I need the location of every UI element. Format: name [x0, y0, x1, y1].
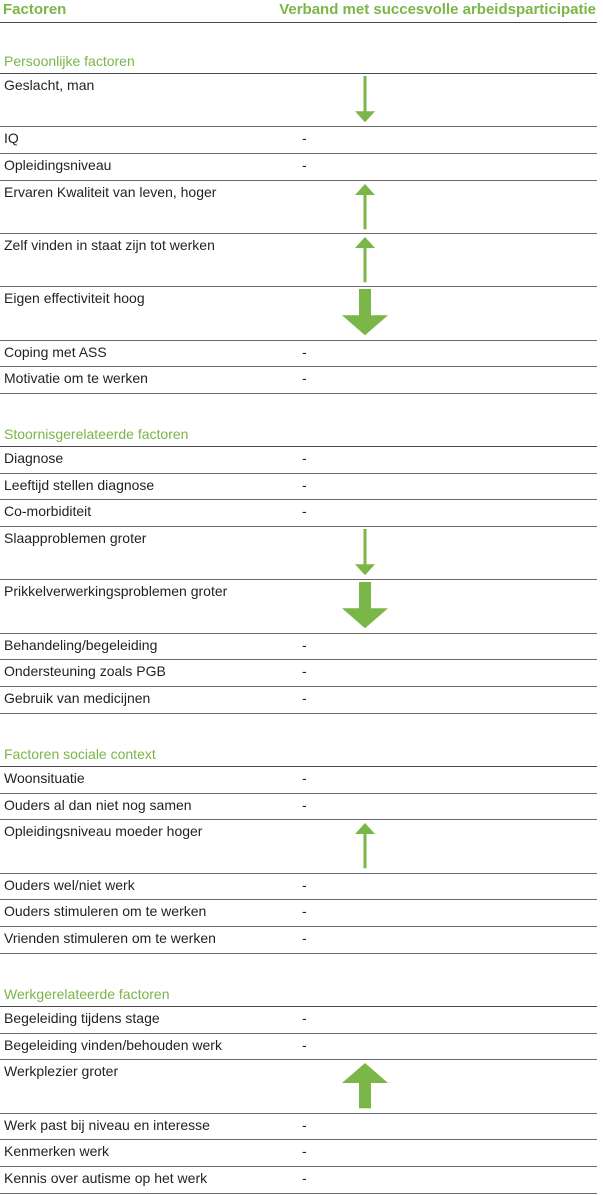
row-rule: [0, 286, 597, 287]
row-rule: [0, 126, 597, 127]
row-rule: [0, 366, 597, 367]
column-header-verband: Verband met succesvolle arbeidsparticipatie: [279, 1, 596, 18]
no-relation-dash: -: [302, 450, 307, 466]
arrow-up-icon: [335, 1062, 395, 1109]
no-relation-dash: -: [302, 1010, 307, 1026]
row-rule: [0, 819, 597, 820]
arrow-down-icon: [335, 76, 395, 123]
factor-label: Ouders stimuleren om te werken: [4, 903, 207, 920]
no-relation-dash: -: [302, 157, 307, 173]
factor-label: Kenmerken werk: [4, 1143, 110, 1160]
row-rule: [0, 180, 597, 181]
factor-label: Begeleiding vinden/behouden werk: [4, 1036, 222, 1053]
row-rule: [0, 579, 597, 580]
header-rule: [0, 22, 597, 23]
section-title: Factoren sociale context: [4, 746, 156, 762]
no-relation-dash: -: [302, 690, 307, 707]
no-relation-dash: -: [302, 903, 307, 920]
row-rule: [0, 526, 597, 527]
row-rule: [0, 499, 597, 500]
factor-label: Ervaren Kwaliteit van leven, hoger: [4, 183, 217, 200]
factor-label: Vrienden stimuleren om te werken: [4, 930, 216, 947]
row-rule: [0, 633, 597, 634]
row-rule: [0, 1059, 597, 1060]
factor-label: Behandeling/begeleiding: [4, 636, 158, 653]
row-rule: [0, 1193, 597, 1194]
factor-label: Slaapproblemen groter: [4, 530, 147, 547]
section-rule: [0, 1006, 597, 1007]
row-rule: [0, 1033, 597, 1034]
factor-label: Opleidingsniveau moeder hoger: [4, 823, 203, 840]
factor-label: Prikkelverwerkingsproblemen groter: [4, 583, 228, 600]
section-title: Persoonlijke factoren: [4, 53, 135, 69]
factor-label: IQ: [4, 130, 19, 147]
factor-label: Begeleiding tijdens stage: [4, 1010, 160, 1026]
row-rule: [0, 393, 597, 394]
row-rule: [0, 1113, 597, 1114]
no-relation-dash: -: [302, 1116, 307, 1133]
no-relation-dash: -: [302, 370, 307, 387]
factor-label: Woonsituatie: [4, 770, 85, 786]
no-relation-dash: -: [302, 930, 307, 947]
no-relation-dash: -: [302, 770, 307, 786]
factor-label: Ouders wel/niet werk: [4, 876, 135, 893]
factor-label: Motivatie om te werken: [4, 370, 148, 387]
arrow-down-icon: [335, 289, 395, 336]
arrow-down-icon: [335, 582, 395, 629]
no-relation-dash: -: [302, 503, 307, 520]
row-rule: [0, 873, 597, 874]
row-rule: [0, 899, 597, 900]
section-rule: [0, 446, 597, 447]
section-rule: [0, 73, 597, 74]
row-rule: [0, 686, 597, 687]
no-relation-dash: -: [302, 130, 307, 147]
no-relation-dash: -: [302, 663, 307, 680]
column-header-factoren: Factoren: [3, 1, 67, 18]
section-rule: [0, 766, 597, 767]
no-relation-dash: -: [302, 796, 307, 813]
factor-label: Kennis over autisme op het werk: [4, 1170, 208, 1187]
factor-label: Diagnose: [4, 450, 64, 466]
factor-label: Geslacht, man: [4, 77, 95, 93]
arrow-up-icon: [335, 822, 395, 869]
no-relation-dash: -: [302, 476, 307, 493]
row-rule: [0, 926, 597, 927]
factor-label: Leeftijd stellen diagnose: [4, 476, 155, 493]
factor-label: Ondersteuning zoals PGB: [4, 663, 166, 680]
row-rule: [0, 473, 597, 474]
factor-label: Opleidingsniveau: [4, 157, 112, 173]
no-relation-dash: -: [302, 343, 307, 360]
no-relation-dash: -: [302, 636, 307, 653]
row-rule: [0, 793, 597, 794]
factor-label: Ouders al dan niet nog samen: [4, 796, 192, 813]
factor-label: Werkplezier groter: [4, 1063, 119, 1080]
no-relation-dash: -: [302, 1170, 307, 1187]
row-rule: [0, 340, 597, 341]
row-rule: [0, 953, 597, 954]
factor-label: Co-morbiditeit: [4, 503, 92, 520]
factor-label: Eigen effectiviteit hoog: [4, 290, 145, 307]
section-title: Werkgerelateerde factoren: [4, 986, 170, 1002]
row-rule: [0, 659, 597, 660]
row-rule: [0, 1166, 597, 1167]
factor-label: Werk past bij niveau en interesse: [4, 1116, 210, 1133]
no-relation-dash: -: [302, 876, 307, 893]
no-relation-dash: -: [302, 1036, 307, 1053]
row-rule: [0, 233, 597, 234]
factor-label: Zelf vinden in staat zijn tot werken: [4, 237, 215, 253]
factor-label: Coping met ASS: [4, 343, 107, 360]
row-rule: [0, 713, 597, 714]
arrow-down-icon: [335, 529, 395, 576]
factor-label: Gebruik van medicijnen: [4, 690, 151, 707]
row-rule: [0, 1139, 597, 1140]
no-relation-dash: -: [302, 1143, 307, 1160]
row-rule: [0, 153, 597, 154]
arrow-up-icon: [335, 183, 395, 230]
section-title: Stoornisgerelateerde factoren: [4, 426, 189, 442]
arrow-up-icon: [335, 236, 395, 283]
